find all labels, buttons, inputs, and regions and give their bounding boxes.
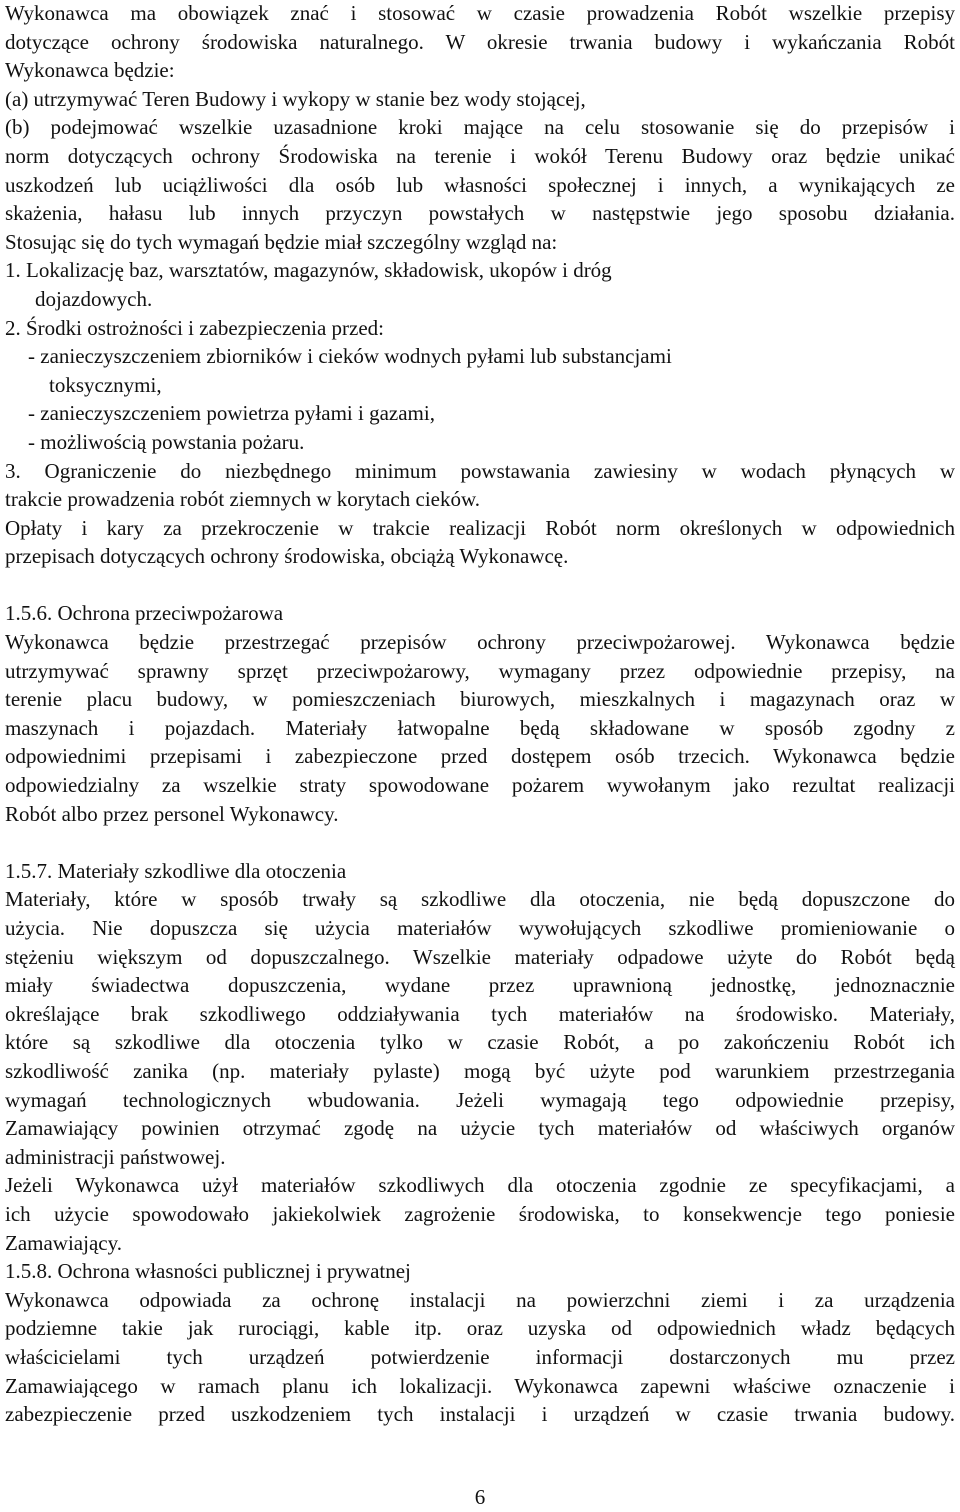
numbered-item-1-continuation: dojazdowych.: [35, 286, 153, 311]
text-line: wymagań technologicznych wbudowania. Jeżeli wymagają tego odpowiednie przepisy,: [5, 1087, 955, 1112]
numbered-item-3-continuation: trakcie prowadzenia robót ziemnych w korytach cieków.: [5, 487, 481, 512]
text-line: Jeżeli Wykonawca użył materiałów szkodliwych dla otoczenia zgodnie ze specyfikacjami, a: [5, 1173, 955, 1198]
text-line: odpowiednimi przepisami i zabezpieczone przed dostępem osób trzecich. Wykonawca będzie: [5, 744, 955, 769]
text-line: Zamawiający powinien otrzymać zgodę na użycie tych materiałów od właściwych organów: [5, 1116, 955, 1141]
section-heading-1-5-7: 1.5.7. Materiały szkodliwe dla otoczenia: [5, 858, 347, 883]
text-line: Zamawiającego w ramach planu ich lokalizacji. Wykonawca zapewni właściwe oznaczenie i: [5, 1373, 955, 1398]
text-line: dotyczące ochrony środowiska naturalnego. W okresie trwania budowy i wykańczania Robót: [5, 29, 955, 54]
text-line: uszkodzeń lub uciążliwości dla osób lub własności społecznej i innych, a wynikających ze: [5, 172, 955, 197]
text-line: skażenia, hałasu lub innych przyczyn powstałych w następstwie jego sposobu działania.: [5, 201, 955, 226]
text-line: Zamawiający.: [5, 1230, 122, 1255]
text-line: Wykonawca będzie:: [5, 58, 175, 83]
text-line: określające brak szkodliwego oddziaływania tych materiałów na środowisko. Materiały,: [5, 1001, 955, 1026]
text-line: miały świadectwa dopuszczenia, wydane przez uprawnioną jednostkę, jednoznacznie: [5, 973, 955, 998]
text-line: terenie placu budowy, w pomieszczeniach biurowych, mieszkalnych i magazynach oraz w: [5, 687, 955, 712]
text-line: Stosując się do tych wymagań będzie miał szczególny wzgląd na:: [5, 229, 558, 254]
section-heading-1-5-8: 1.5.8. Ochrona własności publicznej i prywatnej: [5, 1259, 411, 1284]
numbered-item-1: 1. Lokalizację baz, warsztatów, magazynów, składowisk, ukopów i dróg: [5, 258, 612, 283]
text-line: właścicielami tych urządzeń potwierdzenie informacji dostarczonych mu przez: [5, 1344, 955, 1369]
paragraph-gap: [5, 828, 955, 857]
text-line: szkodliwość zanika (np. materiały pylaste) mogą być użyte pod warunkiem przestrzegania: [5, 1058, 955, 1083]
text-line: administracji państwowej.: [5, 1144, 226, 1169]
paragraph-gap: [5, 571, 955, 600]
list-item-b: (b) podejmować wszelkie uzasadnione kroki mające na celu stosowanie się do przepisów i: [5, 115, 955, 140]
text-line: Wykonawca ma obowiązek znać i stosować w czasie prowadzenia Robót wszelkie przepisy: [5, 1, 955, 25]
section-heading-1-5-6: 1.5.6. Ochrona przeciwpożarowa: [5, 601, 284, 626]
document-page: [5, 0, 955, 1429]
text-line: Materiały, które w sposób trwały są szkodliwe dla otoczenia, nie będą dopuszczone do: [5, 887, 955, 912]
text-line: podziemne takie jak rurociągi, kable itp. oraz uzyska od odpowiednich władz będących: [5, 1316, 955, 1341]
text-line: utrzymywać sprawny sprzęt przeciwpożarowy, wymagany przez odpowiednie przepisy, na: [5, 658, 955, 683]
text-line: norm dotyczących ochrony Środowiska na terenie i wokół Terenu Budowy oraz będzie unikać: [5, 143, 955, 168]
text-line: Opłaty i kary za przekroczenie w trakcie realizacji Robót norm określonych w odpowiednich: [5, 515, 955, 540]
text-line: które są szkodliwe dla otoczenia tylko w czasie Robót, a po zakończeniu Robót ich: [5, 1030, 955, 1055]
page-number: 6: [474, 1485, 486, 1509]
dash-item: - możliwością powstania pożaru.: [28, 429, 305, 454]
text-line: Robót albo przez personel Wykonawcy.: [5, 801, 339, 826]
text-line: odpowiedzialny za wszelkie straty spowodowane pożarem wywołanym jako rezultat realizacji: [5, 773, 955, 798]
text-line: Wykonawca odpowiada za ochronę instalacji na powierzchni ziemi i za urządzenia: [5, 1287, 955, 1312]
dash-item-continuation: toksycznymi,: [49, 372, 162, 397]
dash-item: - zanieczyszczeniem powietrza pyłami i gazami,: [28, 401, 435, 426]
text-line: przepisach dotyczących ochrony środowiska, obciążą Wykonawcę.: [5, 544, 569, 569]
numbered-item-2: 2. Środki ostrożności i zabezpieczenia przed:: [5, 315, 385, 340]
text-line: ich użycie spowodowało jakiekolwiek zagrożenie środowiska, to konsekwencje tego poniesie: [5, 1201, 955, 1226]
text-line: użycia. Nie dopuszcza się użycia materiałów wywołujących szkodliwe promieniowanie o: [5, 916, 955, 940]
dash-item: - zanieczyszczeniem zbiorników i cieków wodnych pyłami lub substancjami: [28, 344, 672, 369]
text-line: Wykonawca będzie przestrzegać przepisów ochrony przeciwpożarowej. Wykonawca będzie: [5, 630, 955, 655]
list-item-a: (a) utrzymywać Teren Budowy i wykopy w stanie bez wody stojącej,: [5, 86, 586, 111]
text-line: maszynach i pojazdach. Materiały łatwopalne będą składowane w sposób zgodny z: [5, 715, 955, 740]
text-line: zabezpieczenie przed uszkodzeniem tych instalacji i urządzeń w czasie trwania budowy.: [5, 1402, 955, 1427]
numbered-item-3: 3. Ograniczenie do niezbędnego minimum powstawania zawiesiny w wodach płynących w: [5, 458, 955, 483]
text-line: stężeniu większym od dopuszczalnego. Wszelkie materiały odpadowe użyte do Robót będą: [5, 944, 955, 969]
